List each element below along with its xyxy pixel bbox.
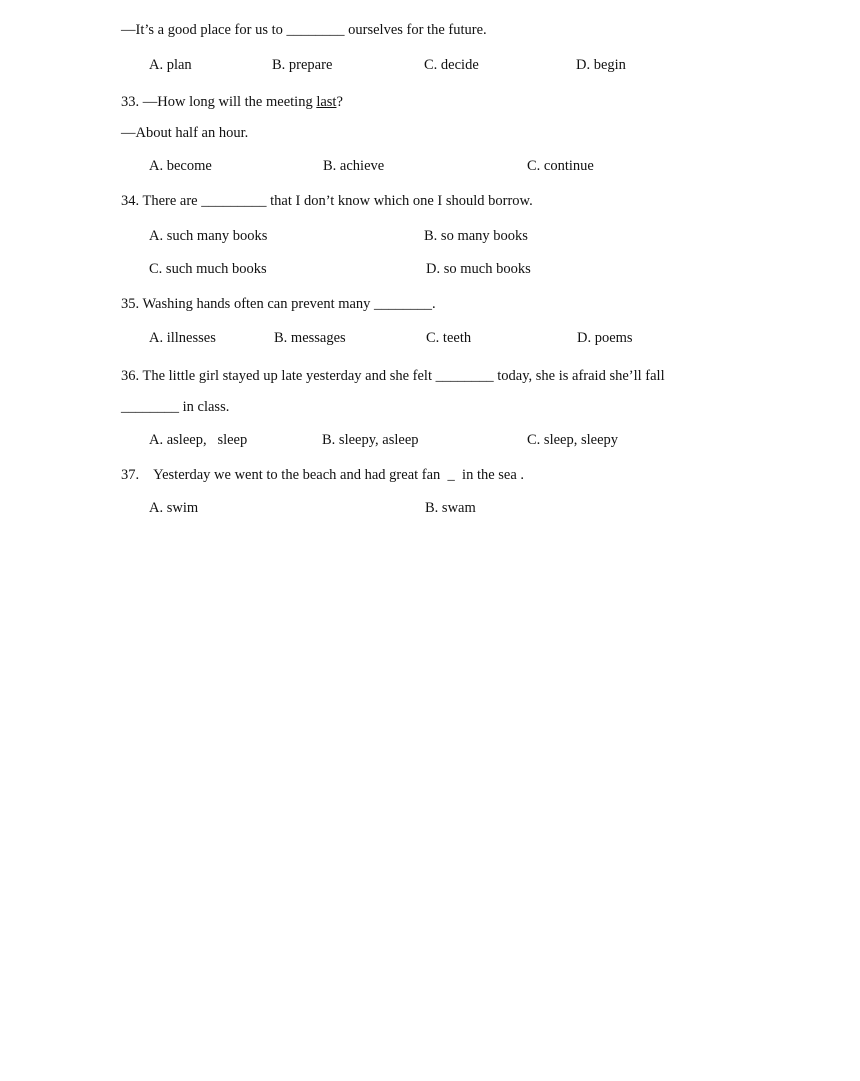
q33-option-c: C. continue <box>527 158 594 174</box>
q36-option-b: B. sleepy, asleep <box>322 432 419 448</box>
q34-option-d: D. so much books <box>426 261 531 277</box>
q34-option-a: A. such many books <box>149 228 268 244</box>
q36-option-a: A. asleep, sleep <box>149 432 248 448</box>
q36-option-c: C. sleep, sleepy <box>527 432 619 448</box>
q35-option-a: A. illnesses <box>149 330 216 346</box>
q35-stem: 35. Washing hands often can prevent many ________. <box>121 296 436 312</box>
q32-option-a: A. plan <box>149 57 192 73</box>
q35-option-c: C. teeth <box>426 330 472 346</box>
q34-option-c: C. such much books <box>149 261 267 277</box>
q32-stem: —It’s a good place for us to ________ ourselves for the future. <box>121 22 487 38</box>
q36-stem-line2: ________ in class. <box>121 399 230 415</box>
q33-stem-before: 33. —How long will the meeting <box>121 94 317 110</box>
q36-stem-line1: 36. The little girl stayed up late yesterday and she felt ________ today, she is afraid she’ll fall <box>121 368 665 384</box>
q33-option-a: A. become <box>149 158 212 174</box>
q37-stem: 37. Yesterday we went to the beach and had great fan _ in the sea . <box>121 467 525 483</box>
q33-reply: —About half an hour. <box>121 125 249 141</box>
q33-stem-after: ? <box>336 94 343 110</box>
q33-option-b: B. achieve <box>323 158 385 174</box>
q35-option-d: D. poems <box>577 330 633 346</box>
q37-option-a: A. swim <box>149 500 199 516</box>
q35-option-b: B. messages <box>274 330 346 346</box>
q32-option-b: B. prepare <box>272 57 333 73</box>
q33-stem <box>121 93 343 111</box>
q32-option-c: C. decide <box>424 57 479 73</box>
q34-stem: 34. There are _________ that I don’t know which one I should borrow. <box>121 193 533 209</box>
q33-underlined-word: last <box>316 94 337 110</box>
q34-option-b: B. so many books <box>424 228 528 244</box>
q32-option-d: D. begin <box>576 57 626 73</box>
q37-option-b: B. swam <box>425 500 476 516</box>
